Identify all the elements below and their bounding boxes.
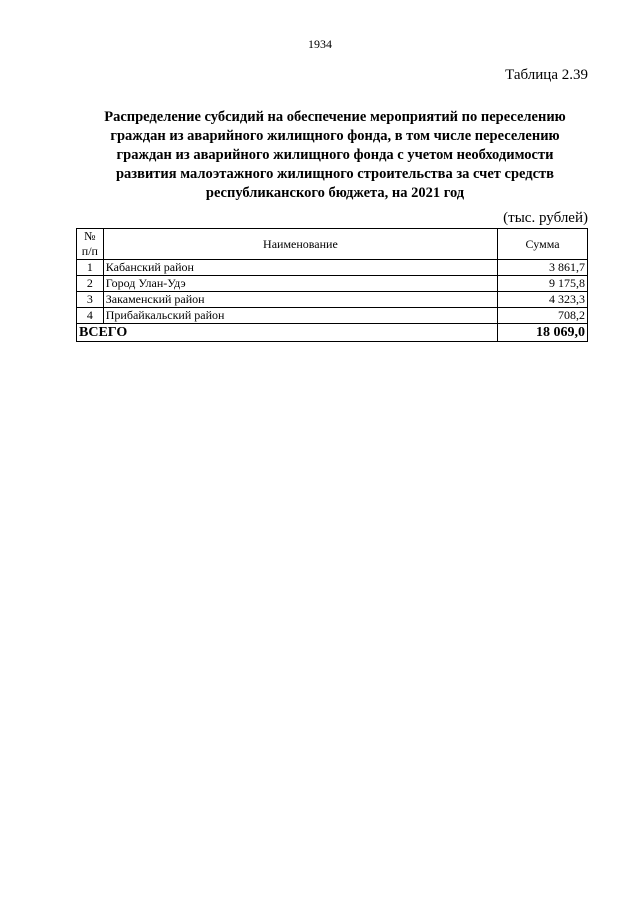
row-sum: 9 175,8 <box>498 276 588 292</box>
units-label: (тыс. рублей) <box>503 210 588 226</box>
title-line: развития малоэтажного жилищного строительства за счет средств <box>115 166 555 182</box>
title-line: граждан из аварийного жилищного фонда с учетом необходимости <box>116 147 554 163</box>
subsidy-table <box>76 228 588 342</box>
header-sum: Сумма <box>498 229 588 260</box>
table-row <box>77 308 588 324</box>
table-row <box>77 292 588 308</box>
header-name: Наименование <box>103 229 497 260</box>
title-line: граждан из аварийного жилищного фонда, в том числе переселению <box>110 128 560 144</box>
title-line: Распределение субсидий на обеспечение мероприятий по переселению <box>104 109 566 125</box>
row-name: Закаменский район <box>103 292 497 308</box>
row-name: Город Улан-Удэ <box>103 276 497 292</box>
page-number: 1934 <box>308 37 332 51</box>
row-number: 1 <box>77 260 104 276</box>
table-row <box>77 276 588 292</box>
header-number <box>77 229 104 260</box>
total-sum: 18 069,0 <box>498 324 588 342</box>
row-number: 2 <box>77 276 104 292</box>
table-total-row <box>77 324 588 342</box>
row-number: 3 <box>77 292 104 308</box>
table-header-row <box>77 229 588 260</box>
title-line: республиканского бюджета, на 2021 год <box>205 185 465 201</box>
row-number: 4 <box>77 308 104 324</box>
table-row <box>77 260 588 276</box>
row-name: Кабанский район <box>103 260 497 276</box>
row-sum: 3 861,7 <box>498 260 588 276</box>
table-label: Таблица 2.39 <box>505 67 588 83</box>
header-number-line1: № <box>84 229 96 243</box>
row-name: Прибайкальский район <box>103 308 497 324</box>
row-sum: 4 323,3 <box>498 292 588 308</box>
row-sum: 708,2 <box>498 308 588 324</box>
document-title <box>70 108 600 203</box>
total-label: ВСЕГО <box>77 324 498 342</box>
header-number-line2: п/п <box>81 244 98 258</box>
